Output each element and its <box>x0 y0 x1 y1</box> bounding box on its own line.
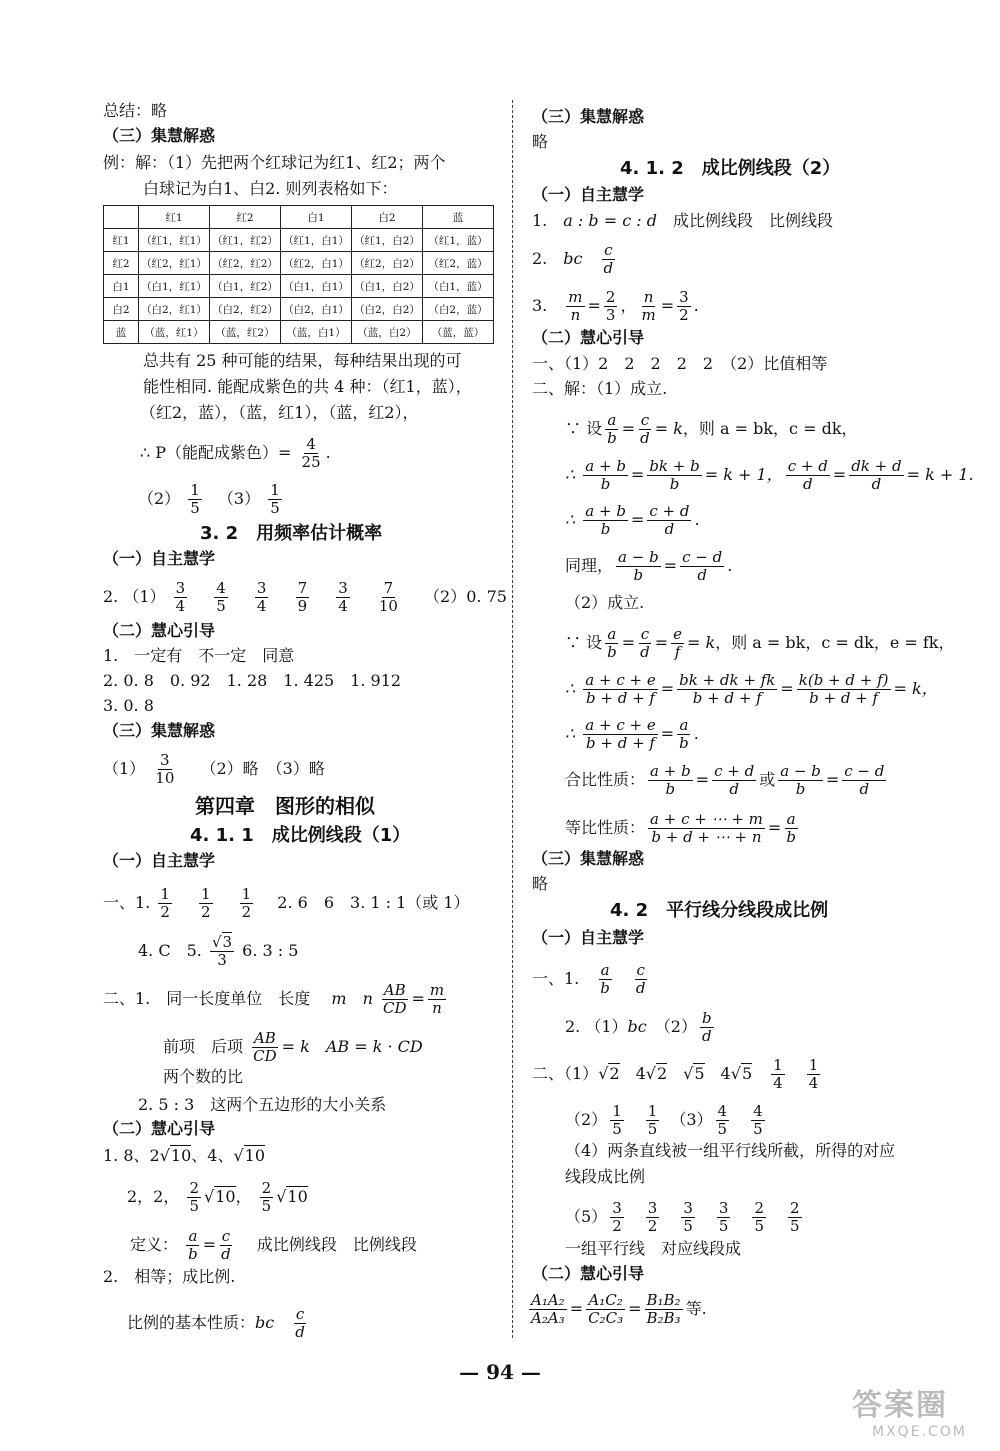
label: （3） <box>678 1110 713 1129</box>
fraction: $\frac{2}{3}$ <box>605 288 616 324</box>
label: 2. 6 6 3. 1 : 1（或 1） <box>277 893 470 912</box>
table-cell: （红1，红1） <box>139 229 210 252</box>
label: （5） <box>565 1207 608 1226</box>
table-cell: 蓝 <box>423 206 494 229</box>
label: 等比性质： <box>565 818 646 837</box>
table-cell: 红1 <box>104 229 139 252</box>
section-heading: （二）慧心引导 <box>103 1119 216 1138</box>
label: 等. <box>685 1299 707 1318</box>
text-line: （2）成立. <box>565 593 645 612</box>
table-cell: 白1 <box>281 206 352 229</box>
table-row <box>104 252 494 275</box>
answer-line: 前项 后项 $\frac{AB}{CD}$ = k AB = k · CD <box>163 1029 423 1065</box>
section-title: 4. 2 平行线分线段成比例 <box>610 900 829 921</box>
math-line: ∴ $\frac{a + c + e}{b + d + f}$ = $\frac{a}{b}$ . <box>565 716 699 752</box>
label: （2） <box>565 1110 608 1129</box>
table-cell: （白2，红1） <box>139 298 210 321</box>
section-heading: （一）自主慧学 <box>532 928 645 947</box>
chapter-title: 第四章 图形的相似 <box>195 794 375 818</box>
table-cell: 红1 <box>139 206 210 229</box>
table-row <box>104 298 494 321</box>
table-cell: （红2，红2） <box>210 252 281 275</box>
answer-line: 二、1. 同一长度单位 长度 m n $\frac{AB}{CD}$ = $\frac{m}{n}$ <box>103 981 445 1017</box>
table-row <box>104 229 494 252</box>
table-cell: （红2，蓝） <box>423 252 494 275</box>
fraction: $\frac{3}{4}$ <box>256 579 267 615</box>
label: 成比例线段 比例线段 <box>672 211 833 230</box>
label: 2，2， <box>127 1187 180 1206</box>
column-divider <box>512 100 513 1338</box>
math-line: ∴ $\frac{a + b}{b}$ = $\frac{bk + b}{b}$ = k + 1， $\frac{c + d}{d}$ = $\frac{dk + d}{d}$ = k + 1. <box>565 457 974 493</box>
table-cell: （白1，白2） <box>352 275 423 298</box>
probability-line: ∴ P（能配成紫色）= $\frac{4}{25}$ . <box>140 435 331 471</box>
table-cell: 白2 <box>104 298 139 321</box>
answer-line <box>103 886 470 921</box>
label: （2）略 （3）略 <box>200 759 325 778</box>
fraction: $\frac{m}{n}$ <box>429 981 445 1017</box>
fraction: $\frac{c}{d}$ <box>221 1227 231 1263</box>
table-row <box>104 321 494 344</box>
math-line: 合比性质： $\frac{a + b}{b}$ = $\frac{c + d}{d}$ 或 $\frac{a - b}{b}$ = $\frac{c - d}{d}$ <box>565 762 885 798</box>
label: 1. 8、2 <box>103 1146 160 1165</box>
text-line: 一、（1）2 2 2 2 2 （2）比值相等 <box>532 354 828 373</box>
answer-line <box>103 752 325 787</box>
section-heading: （三）集慧解惑 <box>532 849 645 868</box>
fraction: $\frac{√3}{3}$ <box>211 933 233 969</box>
table-cell: （白1，蓝） <box>423 275 494 298</box>
table-cell <box>104 206 139 229</box>
section-heading: （一）自主慧学 <box>103 549 216 568</box>
watermark-url: MXQE.COM <box>872 1424 967 1440</box>
label: ∵ 设 <box>565 633 603 652</box>
section-title: 4. 1. 2 成比例线段（2） <box>620 158 841 179</box>
answer-line: （5） $\frac{3}{2}$ $\frac{3}{2}$ $\frac{3}{5}$ $\frac{3}{5}$ $\frac{2}{5}$ $\frac{2}{5}$ <box>565 1199 800 1235</box>
label: 一、1. <box>103 893 151 912</box>
answer-line: 2. bc $\frac{c}{d}$ <box>532 241 614 277</box>
fraction: $\frac{7}{10}$ <box>378 579 398 615</box>
page-number: — 94 — <box>459 1360 541 1384</box>
answer-line <box>138 482 285 517</box>
fraction: $\frac{1}{5}$ <box>270 481 280 517</box>
summary-line: 总结：略 <box>103 101 168 120</box>
section-heading: （三）集慧解惑 <box>103 126 216 145</box>
text-line: 1. 一定有 不一定 同意 <box>103 646 295 665</box>
section-title: 3. 2 用频率估计概率 <box>200 523 383 544</box>
section-heading: （三）集慧解惑 <box>103 721 216 740</box>
text-line: 2. 5 : 3 这两个五边形的大小关系 <box>138 1095 387 1114</box>
table-cell: （白1，红2） <box>210 275 281 298</box>
section-heading: （二）慧心引导 <box>532 1264 645 1283</box>
label: ，则 a = bk，c = dk， <box>682 419 858 438</box>
math-line: ∴ $\frac{a + c + e}{b + d + f}$ = $\frac{bk + dk + fk}{b + d + f}$ = $\frac{k(b + d + f)}{b + d + f}$ = k， <box>565 671 938 707</box>
math-line: 等比性质： $\frac{a + c + \cdots + m}{b + d + \cdots + n}$ = $\frac{a}{b}$ <box>565 810 796 846</box>
fraction: $\frac{m}{n}$ <box>568 288 583 324</box>
table-cell: （红1，白1） <box>281 229 352 252</box>
table-cell: （白1，红1） <box>139 275 210 298</box>
table-cell: （白2，蓝） <box>423 298 494 321</box>
answer-line: 比例的基本性质：bc $\frac{c}{d}$ <box>127 1305 305 1341</box>
text-line: 白球记为白1、白2. 则列表格如下： <box>143 179 398 198</box>
table-cell: （红2，白1） <box>281 252 352 275</box>
fraction: $\frac{3}{4}$ <box>175 579 186 615</box>
answer-line: 一、1. $\frac{a}{b}$ $\frac{c}{d}$ <box>532 961 646 997</box>
label: 、4、 <box>191 1146 234 1165</box>
fraction: $\frac{7}{9}$ <box>297 579 308 615</box>
table-cell: （红1，白2） <box>352 229 423 252</box>
prob-label: ∴ P（能配成紫色）= <box>140 443 292 462</box>
table-cell: （蓝，红1） <box>139 321 210 344</box>
math-line: ∵ 设 $\frac{a}{b}$ = $\frac{c}{d}$ = $\frac{e}{f}$ = k，则 a = bk，c = dk，e = fk， <box>565 625 955 661</box>
table-cell: （白2，红2） <box>210 298 281 321</box>
label: 定义： <box>130 1235 179 1254</box>
fraction: $\frac{2}{5}$ <box>189 1179 200 1215</box>
table-row <box>104 275 494 298</box>
fraction: $\frac{3}{4}$ <box>338 579 348 615</box>
fraction: $\frac{AB}{CD}$ <box>253 1029 277 1065</box>
text-line: 二、解：（1）成立. <box>532 379 668 398</box>
table-cell: 白2 <box>352 206 423 229</box>
label: （3） <box>225 489 261 508</box>
answer-line: 3. $\frac{m}{n}$ = $\frac{2}{3}$ ， $\frac{n}{m}$ = $\frac{3}{2}$ . <box>532 288 699 324</box>
table-cell: （红1，蓝） <box>423 229 494 252</box>
label: （2） <box>138 489 181 508</box>
label: （2）0. 75 <box>424 587 507 606</box>
table-cell: （红2，红1） <box>139 252 210 275</box>
fraction: $\frac{a}{b}$ <box>188 1227 198 1263</box>
label: 6. 3 : 5 <box>242 941 299 960</box>
watermark-text: 答案圈 <box>852 1388 948 1423</box>
table-cell: （白1，白1） <box>281 275 352 298</box>
table-cell: （红2，白2） <box>352 252 423 275</box>
text-line: 总共有 25 种可能的结果，每种结果出现的可 <box>143 351 462 370</box>
fraction: $\frac{2}{5}$ <box>261 1179 272 1215</box>
answer-line: 二、（1）√2 4√2 √5 4√5 $\frac{1}{4}$ $\frac{1}{4}$ <box>532 1056 819 1092</box>
label: ∵ 设 <box>565 419 603 438</box>
text-line: （4）两条直线被一组平行线所截，所得的对应 <box>565 1141 896 1160</box>
text-line: 略 <box>532 132 549 151</box>
text-line: 略 <box>532 874 549 893</box>
label: 同理， <box>565 556 614 575</box>
answer-line: 2. （1）bc （2） $\frac{b}{d}$ <box>565 1009 712 1045</box>
label: （2） <box>662 1017 697 1036</box>
math-line: $\frac{\text{A₁A₂}}{\text{A₂A₃}}$ = $\frac{\text{A₁C₂}}{\text{C₂C₃}}$ = $\frac{\text{B₁B₂}}{\text{B₂B₃}}$ 等. <box>531 1291 707 1327</box>
answer-line: （2） $\frac{1}{5}$ $\frac{1}{5}$ （3） $\frac{4}{5}$ $\frac{4}{5}$ <box>565 1102 763 1138</box>
section-heading: （二）慧心引导 <box>103 621 216 640</box>
label: 合比性质： <box>565 770 646 789</box>
label: 2. （1） <box>103 587 166 606</box>
fraction: $\frac{4}{25}$ <box>301 435 321 471</box>
text-line: 2. 相等；成比例. <box>103 1267 236 1286</box>
text-line: 例：解：（1）先把两个红球记为红1、红2；两个 <box>103 153 446 172</box>
table-cell: （红1，红2） <box>210 229 281 252</box>
fraction: $\frac{AB}{CD}$ <box>382 981 407 1017</box>
label: 二、1. 同一长度单位 长度 <box>103 989 311 1008</box>
text-line: 两个数的比 <box>163 1067 244 1086</box>
table-cell: （蓝，白2） <box>352 321 423 344</box>
label: 比例的基本性质： <box>127 1313 256 1332</box>
fraction: $\frac{4}{5}$ <box>216 579 226 615</box>
label: 4. C 5. <box>138 941 202 960</box>
label: 2. （1） <box>565 1017 628 1036</box>
table-cell: （蓝，白1） <box>281 321 352 344</box>
text-line: 一组平行线 对应线段成 <box>565 1239 742 1258</box>
table-cell: （蓝，红2） <box>210 321 281 344</box>
label: 或 <box>759 770 776 789</box>
answer-line: 1. 8、2√10、4、√10 <box>103 1146 266 1165</box>
watermark-logo <box>852 1380 992 1444</box>
section-heading: （二）慧心引导 <box>532 328 645 347</box>
text-line: 能性相同. 能配成紫色的共 4 种：（红1，蓝）， <box>143 377 472 396</box>
fraction: $\frac{3}{10}$ <box>155 751 175 787</box>
section-heading: （一）自主慧学 <box>103 851 216 870</box>
fraction: $\frac{c}{d}$ <box>295 1305 305 1341</box>
label: 前项 后项 <box>163 1037 244 1056</box>
table-cell: 白1 <box>104 275 139 298</box>
table-cell: （蓝，蓝） <box>423 321 494 344</box>
answer-line <box>103 580 507 615</box>
table-cell: 红2 <box>104 252 139 275</box>
table-cell: （白2，白2） <box>352 298 423 321</box>
section-title: 4. 1. 1 成比例线段（1） <box>190 825 411 846</box>
table-cell: 蓝 <box>104 321 139 344</box>
section-heading: （一）自主慧学 <box>532 185 645 204</box>
fraction: $\frac{3}{2}$ <box>679 288 689 324</box>
math-line: ∴ $\frac{a + b}{b}$ = $\frac{c + d}{d}$ . <box>565 502 700 538</box>
fraction: $\frac{1}{5}$ <box>190 481 200 517</box>
math-line: ∵ 设 $\frac{a}{b}$ = $\frac{c}{d}$ = k，则 a = bk，c = dk， <box>565 411 858 447</box>
fraction: $\frac{1}{2}$ <box>160 885 170 921</box>
label: （1） <box>103 759 146 778</box>
table-cell: （白2，白1） <box>281 298 352 321</box>
label: ，则 a = bk，c = dk，e = fk， <box>715 633 955 652</box>
fraction: $\frac{1}{2}$ <box>241 885 252 921</box>
fraction: $\frac{c}{d}$ <box>603 241 614 277</box>
table-header-row <box>104 206 494 229</box>
text-line: 2. 0. 8 0. 92 1. 28 1. 425 1. 912 <box>103 671 402 690</box>
answer-line <box>138 934 298 969</box>
answer-line: 2，2， $\frac{2}{5}$ √10， $\frac{2}{5}$ √10 <box>127 1179 308 1215</box>
fraction: $\frac{n}{m}$ <box>641 288 656 324</box>
outcome-table <box>103 205 494 344</box>
label: 一、1. <box>532 969 580 988</box>
label: 二、（1） <box>532 1064 599 1083</box>
text-line: （红2，蓝），（蓝，红1），（蓝，红2）， <box>140 403 419 422</box>
answer-line: 定义： $\frac{a}{b}$ = $\frac{c}{d}$ 成比例线段 比例线段 <box>130 1227 417 1263</box>
fraction: $\frac{1}{2}$ <box>201 885 211 921</box>
table-cell: 红2 <box>210 206 281 229</box>
text-line: 3. 0. 8 <box>103 696 154 715</box>
text-line: 线段成比例 <box>565 1167 646 1186</box>
section-heading: （三）集慧解惑 <box>532 107 645 126</box>
label: 成比例线段 比例线段 <box>256 1235 417 1254</box>
math-line: 同理， $\frac{a - b}{b}$ = $\frac{c - d}{d}$ . <box>565 548 733 584</box>
answer-line: 1. a : b = c : d 成比例线段 比例线段 <box>532 211 833 230</box>
